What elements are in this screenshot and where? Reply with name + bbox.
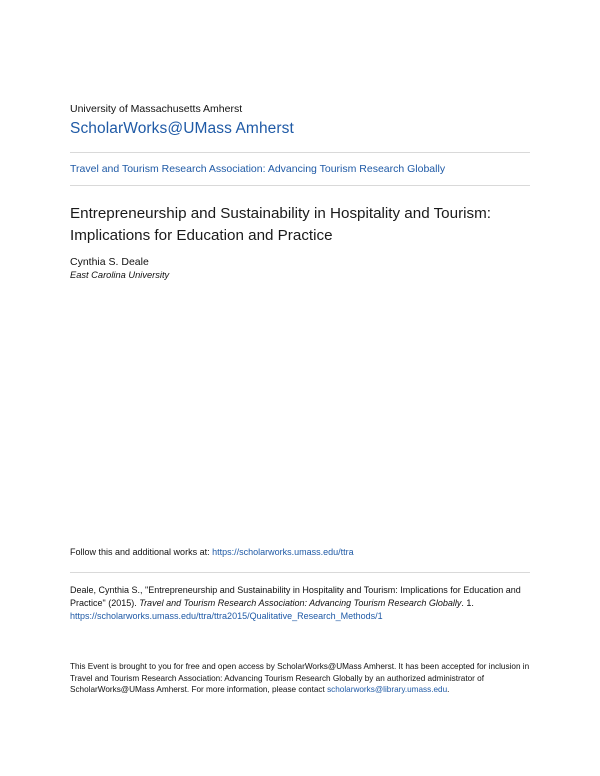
author-name: Cynthia S. Deale (70, 256, 149, 268)
notice-text: This Event is brought to you for free and open access by ScholarWorks@UMass Amherst. It has been accepted for inclusion in Travel and Tourism Research Association: Advancing Tourism Research Globally by an authorized administrator of ScholarWorks@UMass Amherst. For more information, please contact (70, 662, 530, 694)
follow-prefix: Follow this and additional works at: (70, 547, 213, 557)
follow-line (70, 547, 354, 557)
divider-top (70, 152, 530, 153)
citation-text: Deale, Cynthia S., "Entrepreneurship and Sustainability in Hospitality and Tourism: Implications for Education and Practice" (2015). (70, 585, 521, 608)
institution-name: University of Massachusetts Amherst (70, 103, 243, 115)
citation-suffix: . 1. (461, 598, 474, 608)
divider-citation (70, 572, 530, 573)
citation-journal: Travel and Tourism Research Association: Advancing Tourism Research Globally (139, 598, 462, 608)
recommended-citation (70, 584, 540, 623)
notice-end: . (447, 685, 450, 694)
divider-series (70, 185, 530, 186)
series-link[interactable]: Travel and Tourism Research Association: Advancing Tourism Research Globally (70, 163, 446, 175)
follow-link[interactable]: https://scholarworks.umass.edu/ttra (212, 547, 354, 557)
access-notice (70, 661, 540, 696)
article-title: Entrepreneurship and Sustainability in Hospitality and Tourism: Implications for Education and Practice (70, 205, 491, 244)
citation-url[interactable]: https://scholarworks.umass.edu/ttra/ttra2015/Qualitative_Research_Methods/1 (70, 611, 383, 621)
contact-email-link[interactable]: scholarworks@library.umass.edu (327, 685, 448, 694)
repository-link[interactable]: ScholarWorks@UMass Amherst (70, 120, 294, 137)
author-affiliation: East Carolina University (70, 270, 170, 280)
